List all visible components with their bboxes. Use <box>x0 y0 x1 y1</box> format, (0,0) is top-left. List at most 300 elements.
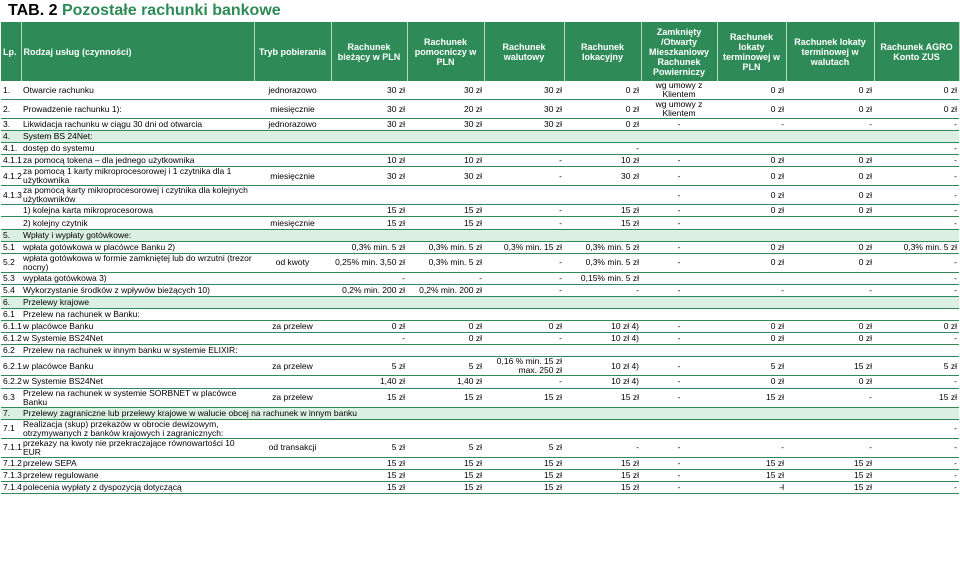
fee-cell: - <box>874 333 959 345</box>
table-row <box>1 155 959 167</box>
fee-cell: jednorazowo <box>254 81 331 100</box>
column-header: Tryb pobierania <box>254 22 331 81</box>
fee-cell: miesięcznie <box>254 100 331 119</box>
fee-cell: 15 zł <box>564 481 641 493</box>
row-number: 7.1.1 <box>1 438 21 457</box>
fee-cell: 0 zł <box>786 241 874 253</box>
row-number: 6.1 <box>1 309 21 321</box>
fee-cell: 30 zł <box>484 81 564 100</box>
fee-cell: - <box>874 272 959 284</box>
fee-cell <box>331 419 407 438</box>
fee-cell <box>484 309 564 321</box>
fee-cell: 15 zł <box>484 457 564 469</box>
fee-cell <box>786 419 874 438</box>
fee-cell <box>717 345 786 357</box>
section-row <box>1 131 959 143</box>
service-name: Prowadzenie rachunku 1): <box>21 100 254 119</box>
row-number: 6. <box>1 296 21 308</box>
fee-cell: - <box>484 376 564 388</box>
fee-cell: 15 zł <box>407 388 484 407</box>
fee-cell: 0 zł <box>786 100 874 119</box>
fee-cell <box>254 481 331 493</box>
row-number <box>1 217 21 229</box>
fee-cell: 0 zł <box>717 100 786 119</box>
row-number: 5.4 <box>1 284 21 296</box>
fee-cell: 30 zł <box>331 167 407 186</box>
service-name: w Systemie BS24Net <box>21 333 254 345</box>
fee-cell: 0 zł <box>717 205 786 217</box>
fee-cell: - <box>874 376 959 388</box>
table-row <box>1 333 959 345</box>
fee-cell: 0 zł <box>786 333 874 345</box>
table-row <box>1 143 959 155</box>
fee-cell: 0,3% min. 5 zł <box>564 241 641 253</box>
table-row <box>1 457 959 469</box>
fee-cell: 15 zł <box>484 481 564 493</box>
fee-cell: 10 zł <box>407 155 484 167</box>
row-number: 6.1.1 <box>3 321 22 332</box>
fee-cell: - <box>641 155 717 167</box>
fee-cell: - <box>786 284 874 296</box>
fee-cell: 0,16 % min. 15 zł max. 250 zł <box>484 357 564 376</box>
fee-cell: 5 zł <box>407 357 484 376</box>
fee-cell: 0 zł <box>717 81 786 100</box>
fee-cell: - <box>484 284 564 296</box>
column-header: Lp. <box>1 22 21 81</box>
fee-cell: 15 zł <box>484 388 564 407</box>
table-row <box>1 309 959 321</box>
service-name: Przelewy zagraniczne lub przelewy krajowe w walucie obcej na rachunek w innym banku <box>21 407 959 419</box>
fee-cell: 0,3% min. 5 zł <box>874 241 959 253</box>
column-header: Zamknięty /Otwarty Mieszkaniowy Rachunek Powierniczy <box>641 22 717 81</box>
fee-cell: 0 zł <box>717 376 786 388</box>
fee-cell: 15 zł <box>407 205 484 217</box>
fee-cell <box>874 345 959 357</box>
fee-cell: 15 zł <box>564 217 641 229</box>
table-header <box>1 22 959 81</box>
fee-cell: 30 zł <box>484 119 564 131</box>
fee-cell: - <box>407 272 484 284</box>
table-body <box>1 81 959 493</box>
row-number: 6.3 <box>1 388 21 407</box>
fee-cell <box>254 333 331 345</box>
fee-cell: 15 zł <box>786 457 874 469</box>
fee-cell: - <box>786 438 874 457</box>
fee-cell: 30 zł <box>331 81 407 100</box>
fee-cell <box>254 205 331 217</box>
fee-cell <box>254 457 331 469</box>
service-name: Przelew na rachunek w innym banku w systemie ELIXIR: <box>21 345 254 357</box>
fee-cell: 15 zł <box>331 469 407 481</box>
fee-cell: 10 zł <box>564 155 641 167</box>
fee-cell: - <box>641 333 717 345</box>
fee-cell: 1,40 zł <box>407 376 484 388</box>
fee-cell: 0 zł <box>786 321 874 333</box>
column-header: Rachunek AGRO Konto ZUS <box>874 22 959 81</box>
service-name: za pomocą karty mikroprocesorowej i czytnika dla kolejnych użytkowników <box>21 186 254 205</box>
fee-cell <box>484 186 564 205</box>
fee-cell <box>717 272 786 284</box>
row-number: 1. <box>1 81 21 100</box>
fee-cell: - <box>874 143 959 155</box>
fee-cell <box>484 345 564 357</box>
fee-cell: 0 zł <box>717 167 786 186</box>
fee-cell: 30 zł <box>407 81 484 100</box>
row-number: 4.1.2 <box>1 167 21 186</box>
fee-cell: 10 zł 4) <box>564 333 641 345</box>
service-name: Wpłaty i wypłaty gotówkowe: <box>21 229 959 241</box>
fee-cell: 20 zł <box>407 100 484 119</box>
fee-cell: 0,2% min. 200 zł <box>407 284 484 296</box>
fee-cell: - <box>641 253 717 272</box>
fee-cell: 0 zł <box>564 81 641 100</box>
table-row <box>1 345 959 357</box>
row-number: 4.1.3 <box>1 186 21 205</box>
fee-cell: 0 zł <box>484 321 564 333</box>
fee-cell: za przelew <box>254 388 331 407</box>
fee-cell: 0,25% min. 3,50 zł <box>331 253 407 272</box>
fee-cell <box>254 186 331 205</box>
column-header: Rachunek walutowy <box>484 22 564 81</box>
fee-cell: 0 zł <box>874 100 959 119</box>
row-number: 2. <box>1 100 21 119</box>
row-number: 3. <box>1 119 21 131</box>
service-name: za pomocą 1 karty mikroprocesorowej i 1 czytnika dla 1 użytkownika <box>21 167 254 186</box>
service-name: Przelewy krajowe <box>21 296 959 308</box>
fee-cell: 0 zł <box>786 167 874 186</box>
fee-cell: 15 zł <box>331 205 407 217</box>
section-row <box>1 229 959 241</box>
fee-cell <box>786 272 874 284</box>
fee-cell: - <box>641 217 717 229</box>
service-name: za pomocą tokena – dla jednego użytkownika <box>21 155 254 167</box>
fee-cell: jednorazowo <box>254 119 331 131</box>
table-row <box>1 419 959 438</box>
fee-cell: 0 zł <box>407 333 484 345</box>
fee-cell: 0 zł <box>717 321 786 333</box>
fee-cell: 15 zł <box>407 481 484 493</box>
fee-cell <box>254 155 331 167</box>
fee-cell: 1,40 zł <box>331 376 407 388</box>
fee-cell: 15 zł <box>786 357 874 376</box>
fee-cell: 10 zł 4) <box>564 376 641 388</box>
fee-cell: - <box>641 469 717 481</box>
fee-cell: miesięcznie <box>254 217 331 229</box>
fee-cell: - <box>484 217 564 229</box>
service-name: w placówce Banku <box>21 357 254 376</box>
fee-cell: 0 zł <box>786 376 874 388</box>
fee-cell <box>564 309 641 321</box>
fee-cell: - <box>874 284 959 296</box>
row-number: 7. <box>1 407 21 419</box>
fee-cell: - <box>641 241 717 253</box>
service-name: w Systemie BS24Net <box>21 376 254 388</box>
row-number: 5.2 <box>1 253 21 272</box>
fee-cell: 5 zł <box>874 357 959 376</box>
fee-cell <box>564 345 641 357</box>
fee-cell: - <box>641 388 717 407</box>
fee-cell: - <box>564 438 641 457</box>
fee-cell: 0 zł <box>786 186 874 205</box>
service-name: przelew regulowane <box>21 469 254 481</box>
fee-cell: 0,3% min. 5 zł <box>331 241 407 253</box>
fee-cell: -ł <box>717 481 786 493</box>
fee-cell: - <box>484 333 564 345</box>
column-header: Rachunek lokaty terminowej w PLN <box>717 22 786 81</box>
fee-cell: 0 zł <box>717 241 786 253</box>
fee-cell: 30 zł <box>407 119 484 131</box>
fee-cell <box>254 272 331 284</box>
service-name: 1) kolejna karta mikroprocesorowa <box>21 205 254 217</box>
fee-cell: - <box>641 119 717 131</box>
fee-cell: 0,3% min. 5 zł <box>564 253 641 272</box>
table-row <box>1 481 959 493</box>
fee-cell: 5 zł <box>331 357 407 376</box>
fee-cell: 15 zł <box>564 388 641 407</box>
column-header: Rachunek lokacyjny <box>564 22 641 81</box>
fee-cell <box>331 345 407 357</box>
fee-cell: - <box>786 119 874 131</box>
column-header: Rachunek pomocniczy w PLN <box>407 22 484 81</box>
fee-cell <box>786 345 874 357</box>
fee-cell: - <box>874 253 959 272</box>
fee-cell: - <box>641 284 717 296</box>
fee-cell: - <box>484 155 564 167</box>
fee-cell: wg umowy z Klientem <box>641 100 717 119</box>
fee-cell: 0 zł <box>717 186 786 205</box>
row-number: 7.1 <box>1 419 21 438</box>
fee-cell: za przelew <box>254 357 331 376</box>
fee-cell <box>407 186 484 205</box>
table-row <box>1 119 959 131</box>
fee-cell: - <box>641 205 717 217</box>
service-name: System BS 24Net: <box>21 131 959 143</box>
table-row <box>1 81 959 100</box>
row-number: 4. <box>1 131 21 143</box>
fee-cell <box>407 143 484 155</box>
fees-table <box>1 22 960 494</box>
fee-cell <box>254 241 331 253</box>
fee-cell: - <box>786 388 874 407</box>
fee-cell <box>564 186 641 205</box>
table-row <box>1 217 959 229</box>
section-row <box>1 296 959 308</box>
fee-cell: 5 zł <box>407 438 484 457</box>
row-number: 5.3 <box>1 272 21 284</box>
table-row <box>1 241 959 253</box>
fee-cell <box>254 284 331 296</box>
fee-cell: - <box>874 469 959 481</box>
fee-cell <box>641 143 717 155</box>
column-header: Rachunek lokaty terminowej w walutach <box>786 22 874 81</box>
service-name: przekazy na kwoty nie przekraczające równowartości 10 EUR <box>21 438 254 457</box>
fee-cell <box>641 419 717 438</box>
fee-cell: - <box>484 272 564 284</box>
table-row <box>1 438 959 457</box>
row-number: 7.1.4 <box>3 481 22 492</box>
row-number: 7.1.3 <box>3 469 22 480</box>
fee-cell: - <box>874 419 959 438</box>
table-row <box>1 284 959 296</box>
fee-cell: wg umowy z Klientem <box>641 81 717 100</box>
service-name: 2) kolejny czytnik <box>21 217 254 229</box>
fee-cell: - <box>641 186 717 205</box>
fee-cell <box>331 143 407 155</box>
fee-cell: 15 zł <box>331 388 407 407</box>
fee-cell: - <box>331 333 407 345</box>
fee-cell <box>407 309 484 321</box>
fee-cell: 0 zł <box>717 155 786 167</box>
row-number: 6.1.2 <box>3 333 22 344</box>
fee-cell: 10 zł <box>331 155 407 167</box>
table-row <box>1 388 959 407</box>
fee-cell: od kwoty <box>254 253 331 272</box>
fee-cell: 15 zł <box>717 457 786 469</box>
fee-cell <box>484 143 564 155</box>
fee-cell: 15 zł <box>874 388 959 407</box>
fee-cell: 30 zł <box>331 119 407 131</box>
service-name: przelew SEPA <box>21 457 254 469</box>
service-name: Realizacja (skup) przekazów w obrocie dewizowym, otrzymywanych z banków krajowych i zagranicznych: <box>21 419 254 438</box>
column-header: Rachunek bieżący w PLN <box>331 22 407 81</box>
row-number: 4.1. <box>1 143 21 155</box>
fee-cell <box>786 309 874 321</box>
fee-cell: 15 zł <box>331 457 407 469</box>
service-name: dostęp do systemu <box>21 143 254 155</box>
fee-cell: 10 zł 4) <box>564 321 641 333</box>
fee-cell <box>717 143 786 155</box>
fee-cell <box>641 309 717 321</box>
table-row <box>1 100 959 119</box>
table-row <box>1 272 959 284</box>
row-number: 6.2.1. <box>1 357 21 376</box>
fee-cell <box>254 376 331 388</box>
fee-cell: 15 zł <box>564 205 641 217</box>
row-number: 7.1.2 <box>3 457 22 468</box>
fee-cell: - <box>874 217 959 229</box>
fee-cell: 15 zł <box>331 217 407 229</box>
fee-cell: 15 zł <box>331 481 407 493</box>
fee-cell: 15 zł <box>407 457 484 469</box>
fee-cell: - <box>564 143 641 155</box>
fee-cell: 0 zł <box>786 155 874 167</box>
row-number: 4.1.1 <box>3 155 22 166</box>
row-number: 5. <box>1 229 21 241</box>
section-row <box>1 407 959 419</box>
fee-cell: - <box>717 438 786 457</box>
fee-cell: 0 zł <box>874 321 959 333</box>
service-name: Wykorzystanie środków z wpływów bieżących 10) <box>21 284 254 296</box>
fee-cell <box>331 186 407 205</box>
row-number <box>1 205 21 217</box>
fee-cell <box>254 143 331 155</box>
fee-cell: od transakcji <box>254 438 331 457</box>
fee-cell: 0,3% min. 15 zł <box>484 241 564 253</box>
fee-cell: 5 zł <box>484 438 564 457</box>
fee-cell: 15 zł <box>564 457 641 469</box>
fee-cell <box>717 217 786 229</box>
fee-cell <box>717 309 786 321</box>
service-name: Otwarcie rachunku <box>21 81 254 100</box>
fee-cell <box>641 272 717 284</box>
fee-cell: - <box>874 119 959 131</box>
fee-cell: 30 zł <box>484 100 564 119</box>
fee-cell <box>331 309 407 321</box>
fee-cell <box>254 309 331 321</box>
fee-cell: - <box>331 272 407 284</box>
fee-cell: - <box>717 119 786 131</box>
fee-cell: - <box>717 284 786 296</box>
fee-cell: - <box>874 457 959 469</box>
title-text: Pozostałe rachunki bankowe <box>61 2 281 19</box>
service-name: polecenia wypłaty z dyspozycją dotyczącą <box>21 481 254 493</box>
fee-cell: 15 zł <box>786 481 874 493</box>
fee-cell: 0 zł <box>564 119 641 131</box>
fee-cell: 0 zł <box>786 205 874 217</box>
service-name: Likwidacja rachunku w ciągu 30 dni od otwarcia <box>21 119 254 131</box>
service-name: wypłata gotówkowa 3) <box>21 272 254 284</box>
fee-cell: 0,2% min. 200 zł <box>331 284 407 296</box>
row-number: 6.2.2 <box>3 376 22 387</box>
table-row <box>1 253 959 272</box>
fee-cell: 0 zł <box>717 333 786 345</box>
fee-cell <box>564 419 641 438</box>
service-name: w placówce Banku <box>21 321 254 333</box>
header-row <box>1 22 959 81</box>
fee-cell: 30 zł <box>331 100 407 119</box>
fee-cell: 15 zł <box>484 469 564 481</box>
row-number: 6.2 <box>1 345 21 357</box>
fee-cell: 15 zł <box>407 469 484 481</box>
fee-cell: 0 zł <box>874 81 959 100</box>
table-row <box>1 321 959 333</box>
fee-cell <box>254 469 331 481</box>
table-row <box>1 469 959 481</box>
fee-cell <box>407 419 484 438</box>
table-row <box>1 186 959 205</box>
fee-cell: 5 zł <box>331 438 407 457</box>
fee-cell: - <box>641 457 717 469</box>
fee-cell: 15 zł <box>717 469 786 481</box>
fee-cell: - <box>874 481 959 493</box>
fee-cell: - <box>874 205 959 217</box>
fee-cell: za przelew <box>254 321 331 333</box>
table-row <box>1 167 959 186</box>
row-number: 5.1 <box>1 241 21 253</box>
page-title <box>0 0 960 22</box>
fee-cell: 30 zł <box>407 167 484 186</box>
service-name: Przelew na rachunek w Banku: <box>21 309 254 321</box>
fee-cell: - <box>484 253 564 272</box>
fee-cell: 0 zł <box>407 321 484 333</box>
fee-cell <box>254 345 331 357</box>
fee-cell: 10 zł 4) <box>564 357 641 376</box>
fee-cell <box>254 419 331 438</box>
fee-cell: 0,3% min. 5 zł <box>407 253 484 272</box>
fee-cell: 0,3% min. 5 zł <box>407 241 484 253</box>
column-header: Rodzaj usług (czynności) <box>21 22 254 81</box>
fee-cell <box>407 345 484 357</box>
fee-cell: 15 zł <box>407 217 484 229</box>
fee-cell: - <box>874 155 959 167</box>
fee-cell: 5 zł <box>717 357 786 376</box>
fee-cell: 0 zł <box>564 100 641 119</box>
table-row <box>1 376 959 388</box>
fee-cell: - <box>484 167 564 186</box>
service-name: wpłata gotówkowa w placówce Banku 2) <box>21 241 254 253</box>
fee-cell <box>786 143 874 155</box>
fee-cell: - <box>641 438 717 457</box>
